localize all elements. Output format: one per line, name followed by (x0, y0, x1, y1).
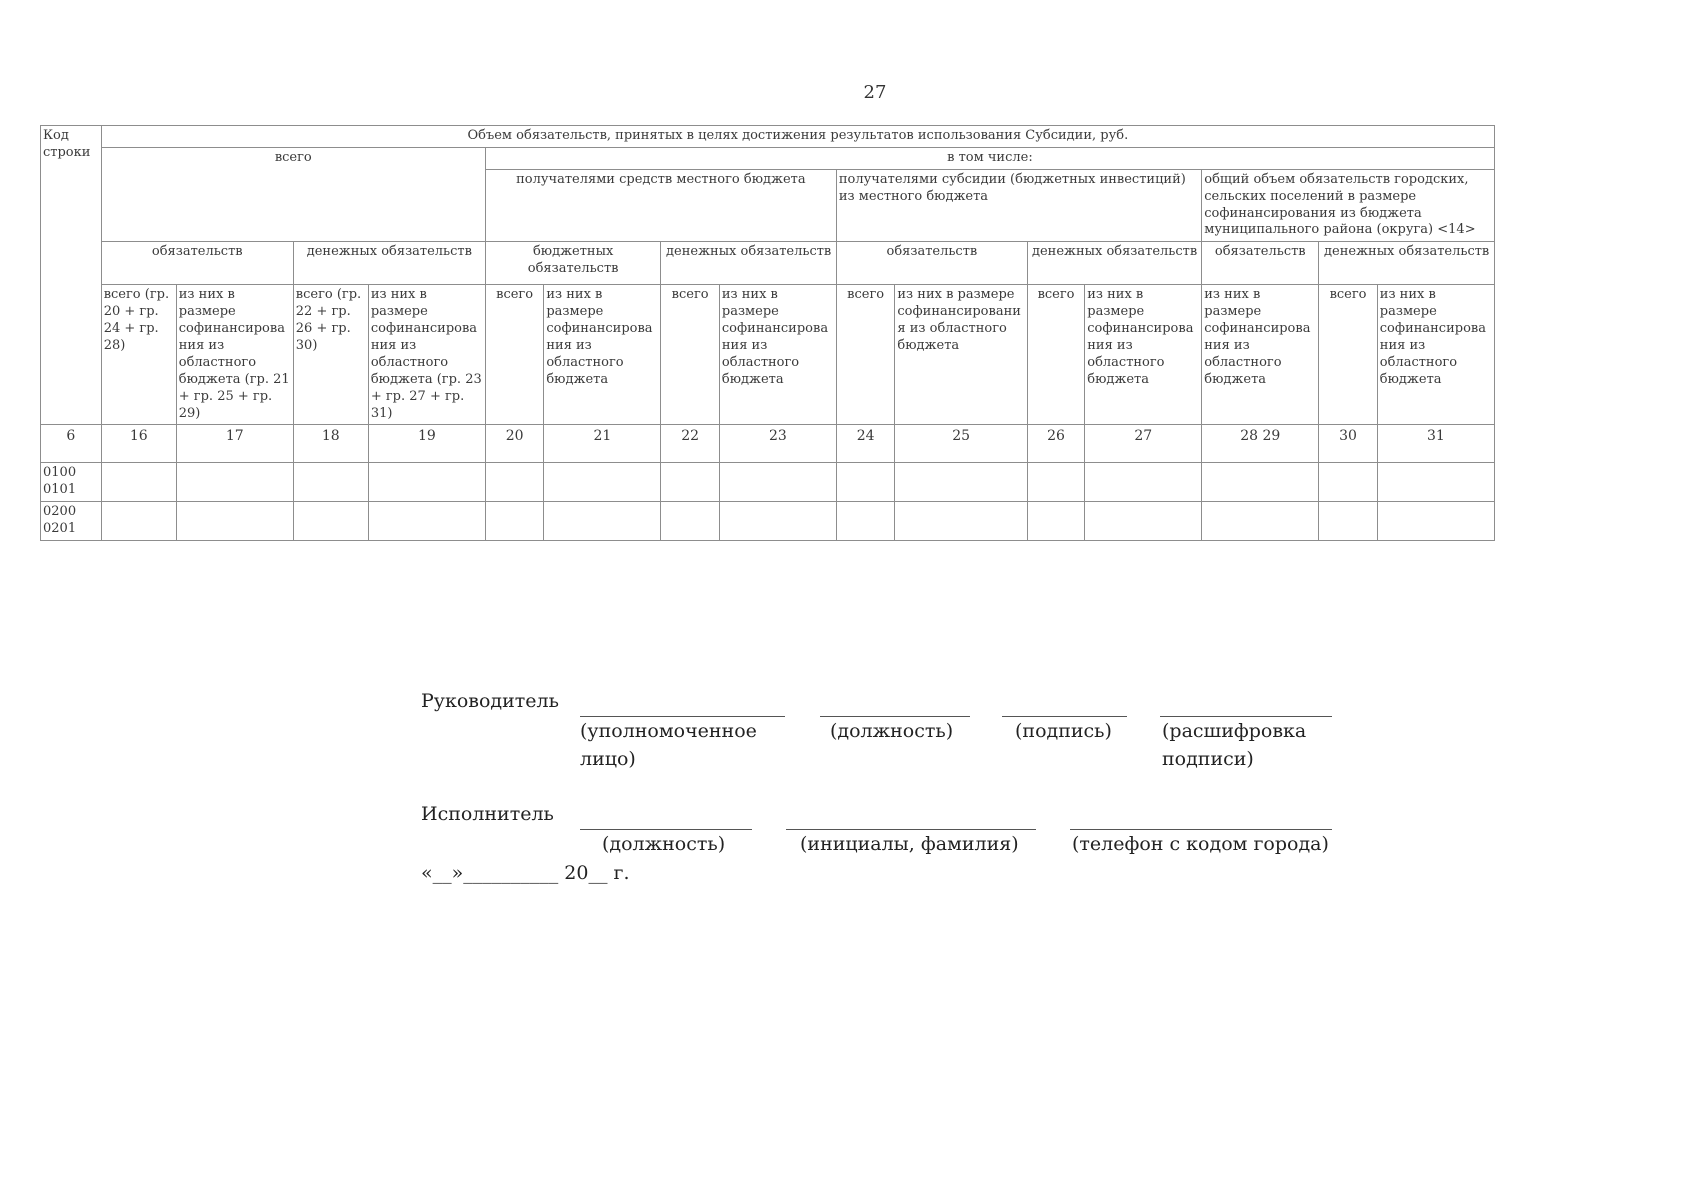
cell[interactable] (895, 502, 1027, 541)
cell[interactable] (1377, 463, 1494, 502)
local-budget-obligations-header: бюджетных обязательств (485, 242, 661, 285)
cell[interactable] (719, 463, 836, 502)
row-code-header: Код строки (41, 126, 102, 425)
cell[interactable] (544, 463, 661, 502)
head-signature-line[interactable] (1002, 716, 1127, 717)
local-monetary-header: денежных обязательств (661, 242, 837, 285)
executor-caption-position: (должность) (602, 833, 726, 855)
cell[interactable] (1202, 502, 1319, 541)
cell[interactable] (293, 502, 368, 541)
executor-position-line[interactable] (580, 829, 752, 830)
head-label: Руководитель (421, 690, 559, 712)
settlements-monetary-header: денежных обязательств (1319, 242, 1495, 285)
colnum-19: 19 (368, 425, 485, 463)
executor-phone-line[interactable] (1070, 829, 1332, 830)
cell[interactable] (1027, 502, 1084, 541)
group-subsidy-recipients: получателями субсидии (бюджетных инвестиций) из местного бюджета (836, 169, 1201, 242)
cell[interactable] (1085, 502, 1202, 541)
cell[interactable] (1202, 463, 1319, 502)
total-header: всего (101, 147, 485, 241)
col17-header: из них в размере софинансирования из областного бюджета (гр. 21 + гр. 25 + гр. 29) (176, 285, 293, 425)
cell[interactable] (661, 502, 720, 541)
col19-header: из них в размере софинансирования из областного бюджета (гр. 23 + гр. 27 + гр. 31) (368, 285, 485, 425)
colnum-31: 31 (1377, 425, 1494, 463)
col26-header: всего (1027, 285, 1084, 425)
row-code-0100: 0100 (43, 465, 77, 481)
cell[interactable] (176, 463, 293, 502)
row-code-0200: 0200 (43, 504, 77, 520)
cell[interactable] (101, 502, 176, 541)
cell[interactable] (544, 502, 661, 541)
head-name-line[interactable] (580, 716, 785, 717)
settlements-obligations-header: обязательств (1202, 242, 1319, 285)
col18-header: всего (гр. 22 + гр. 26 + гр. 30) (293, 285, 368, 425)
executor-label: Исполнитель (421, 803, 554, 825)
colnum-28-29 (1202, 425, 1319, 463)
colnum-20: 20 (485, 425, 544, 463)
col16-header: всего (гр. 20 + гр. 24 + гр. 28) (101, 285, 176, 425)
subsidy-obligations-header: обязательств (836, 242, 1027, 285)
colnum-18: 18 (293, 425, 368, 463)
executor-name-line[interactable] (786, 829, 1036, 830)
colnum-25: 25 (895, 425, 1027, 463)
total-monetary-header: денежных обязательств (293, 242, 485, 285)
colnum-30: 30 (1319, 425, 1378, 463)
cell[interactable] (368, 463, 485, 502)
col21-header: из них в размере софинансирования из областного бюджета (544, 285, 661, 425)
table-row (41, 502, 1495, 541)
col24-header: всего (836, 285, 895, 425)
colnum-27: 27 (1085, 425, 1202, 463)
cell[interactable] (176, 502, 293, 541)
row-code-0101: 0101 (43, 482, 77, 498)
col25-header: из них в размере софинансировани я из областного бюджета (895, 285, 1027, 425)
executor-caption-name: (инициалы, фамилия) (800, 833, 1019, 855)
colnum-6: 6 (41, 425, 102, 463)
col22-header: всего (661, 285, 720, 425)
col31-header: из них в размере софинансирования из областного бюджета (1377, 285, 1494, 425)
cell[interactable] (1377, 502, 1494, 541)
head-position-line[interactable] (820, 716, 970, 717)
col27-header: из них в размере софинансирования из областного бюджета (1085, 285, 1202, 425)
head-caption-signature: (подпись) (1015, 720, 1112, 742)
date-line[interactable]: «__»__________ 20__ г. (421, 862, 630, 884)
head-caption-authorized: (уполномоченное лицо) (580, 720, 757, 770)
head-caption-decryption: (расшифровка подписи) (1162, 720, 1307, 770)
colnum-22: 22 (661, 425, 720, 463)
total-obligations-header: обязательств (101, 242, 293, 285)
cell[interactable] (101, 463, 176, 502)
col29-header: из них в размере софинансирования из областного бюджета (1202, 285, 1319, 425)
table-row (41, 463, 1495, 502)
col30-header: всего (1319, 285, 1378, 425)
col20-header: всего (485, 285, 544, 425)
colnum-26: 26 (1027, 425, 1084, 463)
group-local-budget: получателями средств местного бюджета (485, 169, 836, 242)
group-settlements: общий объем обязательств городских, сельских поселений в размере софинансирования из бюджета муниципального района (округа) <14> (1202, 169, 1495, 242)
cell[interactable] (293, 463, 368, 502)
colnum-29: 29 (1262, 428, 1281, 445)
cell[interactable] (836, 502, 895, 541)
head-decryption-line[interactable] (1160, 716, 1332, 717)
obligations-table (40, 125, 1495, 541)
colnum-21: 21 (544, 425, 661, 463)
cell[interactable] (485, 463, 544, 502)
cell[interactable] (661, 463, 720, 502)
colnum-28: 28 (1240, 428, 1259, 445)
executor-caption-phone: (телефон с кодом города) (1072, 833, 1329, 855)
colnum-17: 17 (176, 425, 293, 463)
row-code (41, 463, 102, 502)
cell[interactable] (836, 463, 895, 502)
cell[interactable] (1027, 463, 1084, 502)
colnum-24: 24 (836, 425, 895, 463)
including-header: в том числе: (485, 147, 1494, 169)
row-code (41, 502, 102, 541)
cell[interactable] (895, 463, 1027, 502)
cell[interactable] (1319, 502, 1378, 541)
col23-header: из них в размере софинансирования из областного бюджета (719, 285, 836, 425)
row-code-0201: 0201 (43, 521, 77, 537)
cell[interactable] (1319, 463, 1378, 502)
main-header: Объем обязательств, принятых в целях достижения результатов использования Субсидии, руб. (101, 126, 1494, 148)
cell[interactable] (368, 502, 485, 541)
cell[interactable] (485, 502, 544, 541)
cell[interactable] (1085, 463, 1202, 502)
subsidy-monetary-header: денежных обязательств (1027, 242, 1201, 285)
cell[interactable] (719, 502, 836, 541)
colnum-23: 23 (719, 425, 836, 463)
colnum-16: 16 (101, 425, 176, 463)
head-caption-position: (должность) (830, 720, 954, 742)
page-number: 27 (863, 82, 887, 103)
